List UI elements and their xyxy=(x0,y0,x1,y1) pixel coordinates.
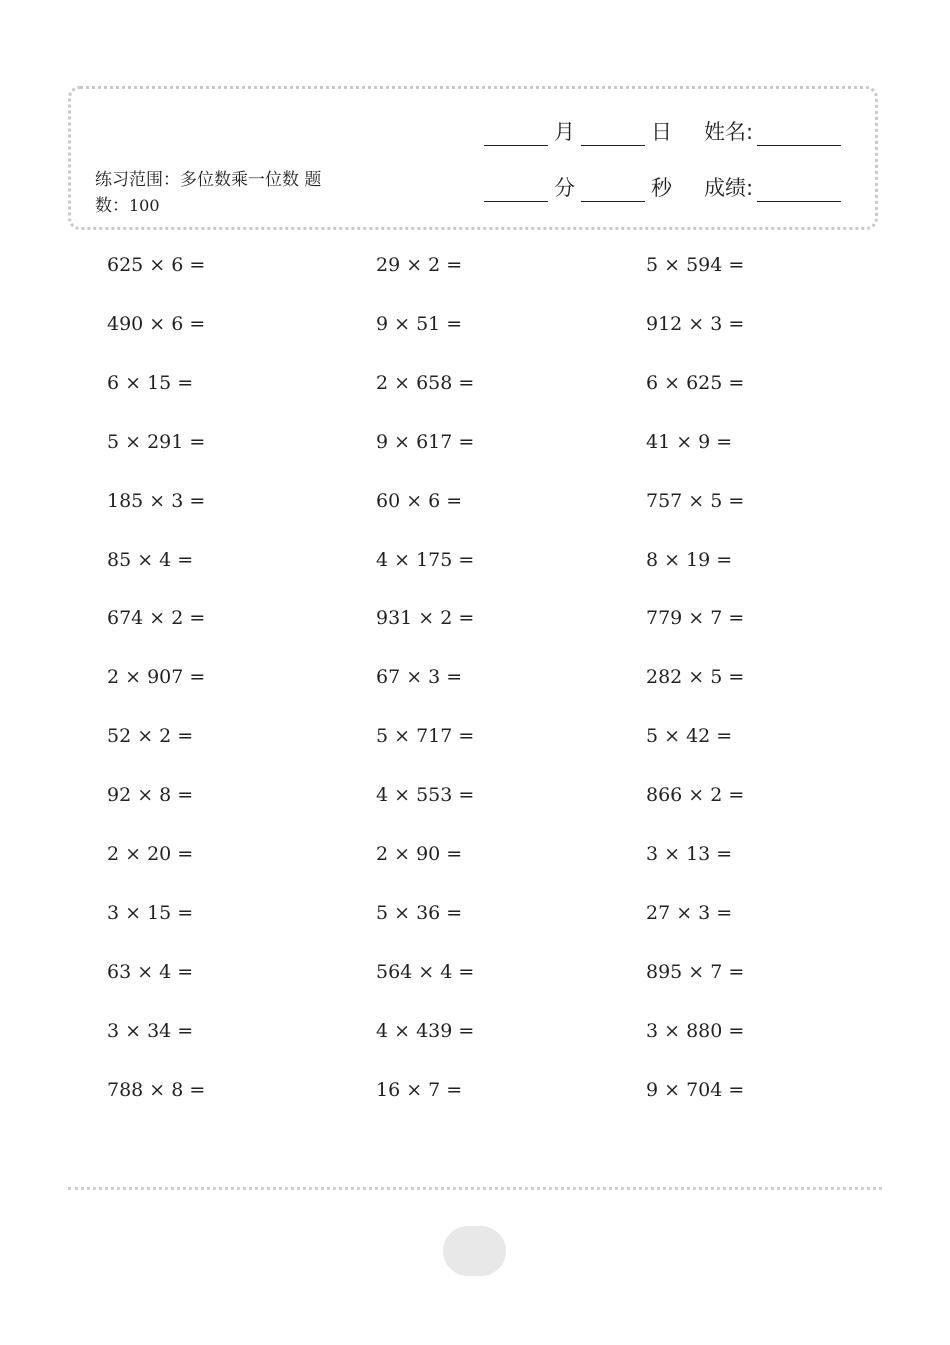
problem-r12-c1: 3 × 15 = xyxy=(107,902,194,924)
date-name-row xyxy=(484,116,841,146)
problem-r14-c3: 3 × 880 = xyxy=(646,1020,745,1042)
month-label: 月 xyxy=(554,120,575,144)
second-blank[interactable] xyxy=(581,179,645,202)
problem-r13-c2: 564 × 4 = xyxy=(376,961,475,983)
problem-r14-c2: 4 × 439 = xyxy=(376,1020,475,1042)
problem-r8-c1: 2 × 907 = xyxy=(107,666,206,688)
problem-r9-c2: 5 × 717 = xyxy=(376,725,475,747)
problem-r12-c3: 27 × 3 = xyxy=(646,902,733,924)
problem-r13-c1: 63 × 4 = xyxy=(107,961,194,983)
problem-r13-c3: 895 × 7 = xyxy=(646,961,745,983)
month-blank[interactable] xyxy=(484,123,548,146)
problem-r11-c1: 2 × 20 = xyxy=(107,843,194,865)
problem-r11-c3: 3 × 13 = xyxy=(646,843,733,865)
problem-r3-c3: 6 × 625 = xyxy=(646,372,745,394)
score-label: 成绩: xyxy=(704,176,754,200)
problem-r8-c2: 67 × 3 = xyxy=(376,666,463,688)
day-label: 日 xyxy=(651,120,672,144)
scope-line-2 xyxy=(95,193,375,219)
page-number-badge xyxy=(443,1226,506,1276)
minute-label: 分 xyxy=(554,176,575,200)
practice-scope xyxy=(95,168,375,219)
scope-count: 100 xyxy=(129,196,160,215)
problem-r10-c3: 866 × 2 = xyxy=(646,784,745,806)
problem-r6-c3: 8 × 19 = xyxy=(646,549,733,571)
score-blank[interactable] xyxy=(757,179,841,202)
problem-r5-c3: 757 × 5 = xyxy=(646,490,745,512)
problem-r11-c2: 2 × 90 = xyxy=(376,843,463,865)
problem-r15-c2: 16 × 7 = xyxy=(376,1079,463,1101)
problem-r9-c3: 5 × 42 = xyxy=(646,725,733,747)
day-blank[interactable] xyxy=(581,123,645,146)
problem-r7-c1: 674 × 2 = xyxy=(107,607,206,629)
problem-r4-c2: 9 × 617 = xyxy=(376,431,475,453)
problem-r15-c3: 9 × 704 = xyxy=(646,1079,745,1101)
problem-r6-c2: 4 × 175 = xyxy=(376,549,475,571)
problem-r10-c1: 92 × 8 = xyxy=(107,784,194,806)
scope-line-1: 练习范围：多位数乘一位数 题 xyxy=(95,170,322,190)
problem-r2-c3: 912 × 3 = xyxy=(646,313,745,335)
problem-r3-c2: 2 × 658 = xyxy=(376,372,475,394)
second-label: 秒 xyxy=(651,176,672,200)
problem-r5-c1: 185 × 3 = xyxy=(107,490,206,512)
name-blank[interactable] xyxy=(757,123,841,146)
problem-r2-c2: 9 × 51 = xyxy=(376,313,463,335)
problem-r3-c1: 6 × 15 = xyxy=(107,372,194,394)
minute-blank[interactable] xyxy=(484,179,548,202)
problem-r15-c1: 788 × 8 = xyxy=(107,1079,206,1101)
name-label: 姓名: xyxy=(704,120,754,144)
problem-r14-c1: 3 × 34 = xyxy=(107,1020,194,1042)
problem-r6-c1: 85 × 4 = xyxy=(107,549,194,571)
problem-r12-c2: 5 × 36 = xyxy=(376,902,463,924)
problem-r7-c2: 931 × 2 = xyxy=(376,607,475,629)
problem-r2-c1: 490 × 6 = xyxy=(107,313,206,335)
footer-divider xyxy=(68,1187,882,1190)
scope-count-prefix: 数： xyxy=(95,196,129,216)
problem-r1-c2: 29 × 2 = xyxy=(376,254,463,276)
problem-r4-c3: 41 × 9 = xyxy=(646,431,733,453)
problem-r9-c1: 52 × 2 = xyxy=(107,725,194,747)
time-score-row xyxy=(484,172,841,202)
problem-r1-c1: 625 × 6 = xyxy=(107,254,206,276)
problem-r8-c3: 282 × 5 = xyxy=(646,666,745,688)
problem-r10-c2: 4 × 553 = xyxy=(376,784,475,806)
problem-r5-c2: 60 × 6 = xyxy=(376,490,463,512)
problem-r1-c3: 5 × 594 = xyxy=(646,254,745,276)
problem-r7-c3: 779 × 7 = xyxy=(646,607,745,629)
problem-r4-c1: 5 × 291 = xyxy=(107,431,206,453)
